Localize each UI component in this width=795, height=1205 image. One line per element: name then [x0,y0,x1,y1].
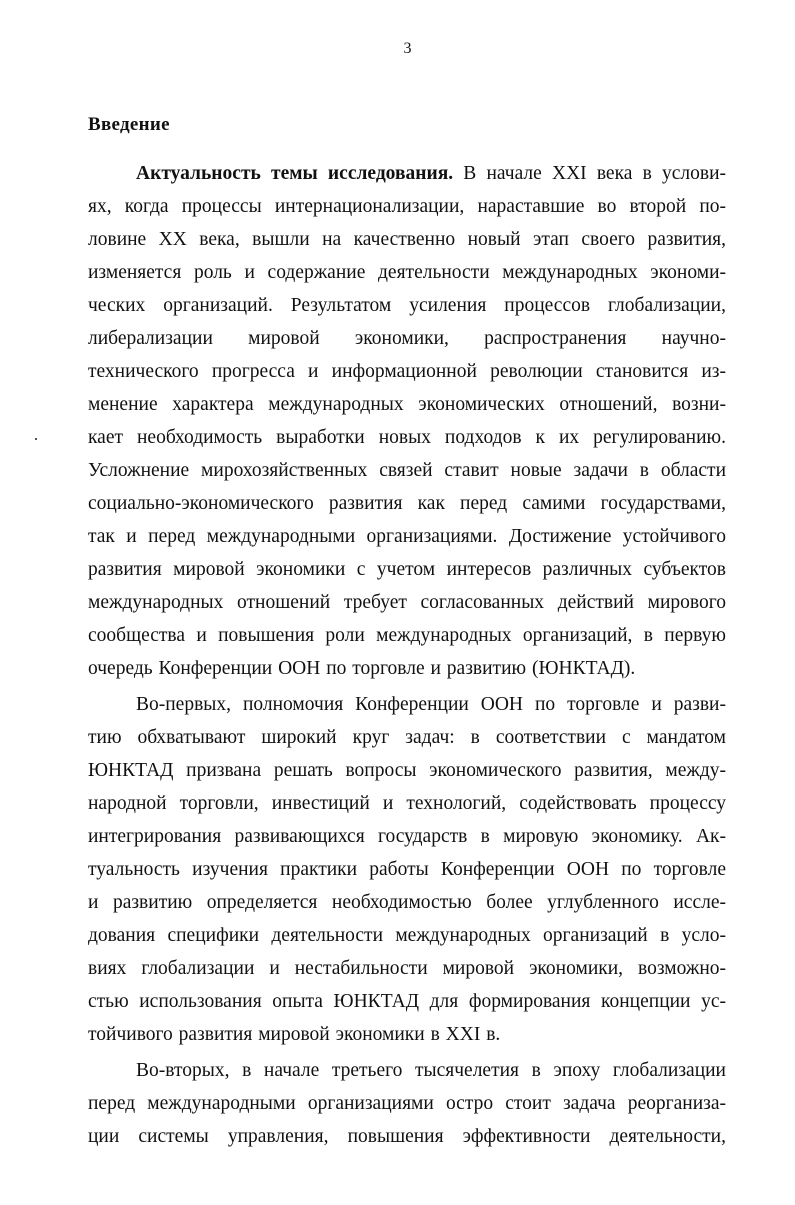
stray-mark [35,438,37,440]
text-line: изменяется роль и содержание деятельности международных экономи- [88,262,726,283]
text-line: народной торговли, инвестиций и технологий, содействовать процессу [88,793,726,814]
text-line: кает необходимость выработки новых подходов к их регулированию. [88,427,726,448]
text-line: так и перед международными организациями. Достижение устойчивого [88,526,726,547]
page-number: 3 [403,40,412,57]
text-line: тойчивого развития мировой экономики в XXI в. [88,1024,501,1045]
text-line: развития мировой экономики с учетом интересов различных субъектов [88,559,726,580]
text-line: дования специфики деятельности международных организаций в усло- [88,925,726,946]
text-line: и развитию определяется необходимостью более углубленного иссле- [88,892,726,913]
text-line: сообщества и повышения роли международных организаций, в первую [88,625,726,646]
text-line: туальность изучения практики работы Конференции ООН по торговле [88,859,726,880]
text-line: интегрирования развивающихся государств в мировую экономику. Ак- [88,826,726,847]
section-heading: Введение [88,114,170,135]
text-line: менение характера международных экономических отношений, возни- [88,394,726,415]
text-line: ции системы управления, повышения эффективности деятельности, [88,1126,726,1147]
text-line [136,157,726,190]
text-line: очередь Конференции ООН по торговле и развитию (ЮНКТАД). [88,658,636,679]
text-line: перед международными организациями остро стоит задача реорганиза- [88,1093,726,1114]
text-line: социально-экономического развития как перед самими государствами, [88,493,726,514]
text-line: Усложнение мирохозяйственных связей ставит новые задачи в области [88,460,726,481]
text-line: Во-вторых, в начале третьего тысячелетия в эпоху глобализации [136,1060,726,1081]
text-line: Во-первых, полномочия Конференции ООН по торговле и разви- [136,694,726,715]
text-line-content: В начале XXI века в услови- [453,163,726,184]
text-line: технического прогресса и информационной революции становится из- [88,361,726,382]
text-line: тию обхватывают широкий круг задач: в соответствии с мандатом [88,727,726,748]
text-line: либерализации мировой экономики, распространения научно- [88,328,726,349]
text-line: ловине XX века, вышли на качественно новый этап своего развития, [88,229,726,250]
text-line: международных отношений требует согласованных действий мирового [88,592,726,613]
text-line: ЮНКТАД призвана решать вопросы экономического развития, между- [88,760,726,781]
lead-bold-phrase: Актуальность темы исследования. [136,163,454,184]
text-line: ческих организаций. Результатом усиления процессов глобализации, [88,295,726,316]
text-line: ях, когда процессы интернационализации, нараставшие во второй по- [88,196,726,217]
text-line: виях глобализации и нестабильности мировой экономики, возможно- [88,958,726,979]
text-line: стью использования опыта ЮНКТАД для формирования концепции ус- [88,991,726,1012]
